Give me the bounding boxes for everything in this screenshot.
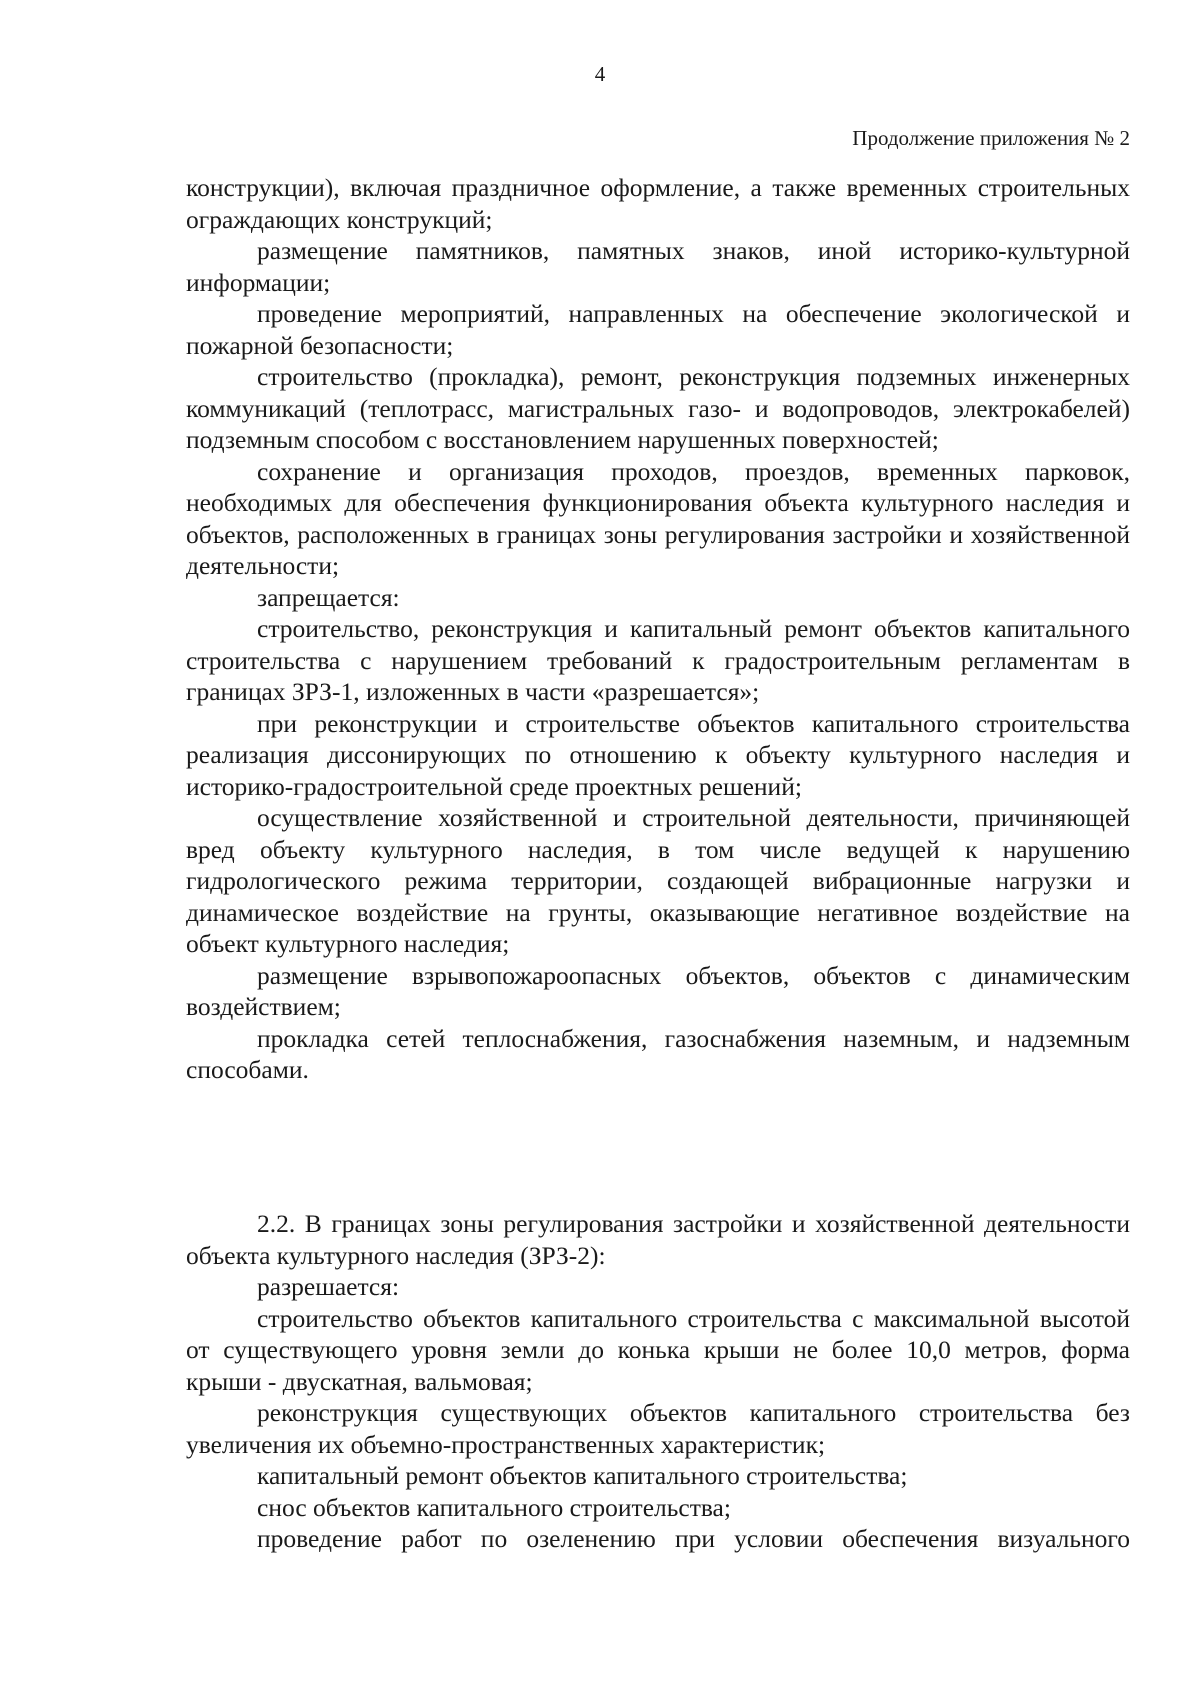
paragraph: размещение взрывопожароопасных объектов, объектов с динамическим воздействием; [186,960,1130,1021]
appendix-continuation-label: Продолжение приложения № 2 [852,126,1130,150]
section-heading: 2.2. В границах зоны регулирования застройки и хозяйственной деятельности объекта культурного наследия (ЗРЗ-2): [186,1209,1130,1270]
paragraph: размещение памятников, памятных знаков, иной историко-культурной информации; [186,236,1130,297]
paragraph: прокладка сетей теплоснабжения, газоснабжения наземным, и надземным способами. [186,1023,1130,1084]
paragraph: строительство, реконструкция и капитальный ремонт объектов капитального строительства с нарушением требований к градостроительным регламентам в границах ЗРЗ-1, изложенных в части «разрешается»; [186,614,1130,706]
paragraph: снос объектов капитального строительства; [257,1492,731,1522]
paragraph: строительство (прокладка), ремонт, реконструкция подземных инженерных коммуникаций (теплотрасс, магистральных газо- и водопроводов, электрокабелей) подземным способом с восстановлением нарушенных поверхностей; [186,362,1130,454]
section-zrz2 [186,1208,1130,1555]
permitted-heading: разрешается: [257,1272,400,1301]
paragraph: капитальный ремонт объектов капитального строительства; [257,1461,908,1490]
paragraph: строительство объектов капитального строительства с максимальной высотой от существующего уровня земли до конька крыши не более 10,0 метров, форма крыши - двускатная, вальмовая; [186,1303,1130,1396]
paragraph: проведение мероприятий, направленных на обеспечение экологической и пожарной безопасности; [186,299,1130,360]
section-zrz1-continuation [186,172,1130,1086]
paragraph: конструкции), включая праздничное оформление, а также временных строительных ограждающих конструкций; [186,173,1130,234]
paragraph: проведение работ по озеленению при условии обеспечения визуального [257,1524,1130,1553]
paragraph: реконструкция существующих объектов капитального строительства без увеличения их объемно-пространственных характеристик; [186,1398,1130,1459]
paragraph: осуществление хозяйственной и строительной деятельности, причиняющей вред объекту культурного наследия, в том числе ведущей к нарушению гидрологического режима территории, создающей вибрационные нагрузки и динамическое воздействие на грунты, оказывающие негативное воздействие на объект культурного наследия; [186,803,1130,958]
paragraph: при реконструкции и строительстве объектов капитального строительства реализация диссонирующих по отношению к объекту культурного наследия и историко-градостроительной среде проектных решений; [186,708,1130,801]
paragraph: сохранение и организация проходов, проездов, временных парковок, необходимых для обеспечения функционирования объекта культурного наследия и объектов, расположенных в границах зоны регулирования застройки и хозяйственной деятельности; [186,456,1130,580]
prohibited-heading: запрещается: [257,582,400,612]
page-number: 4 [594,62,606,86]
